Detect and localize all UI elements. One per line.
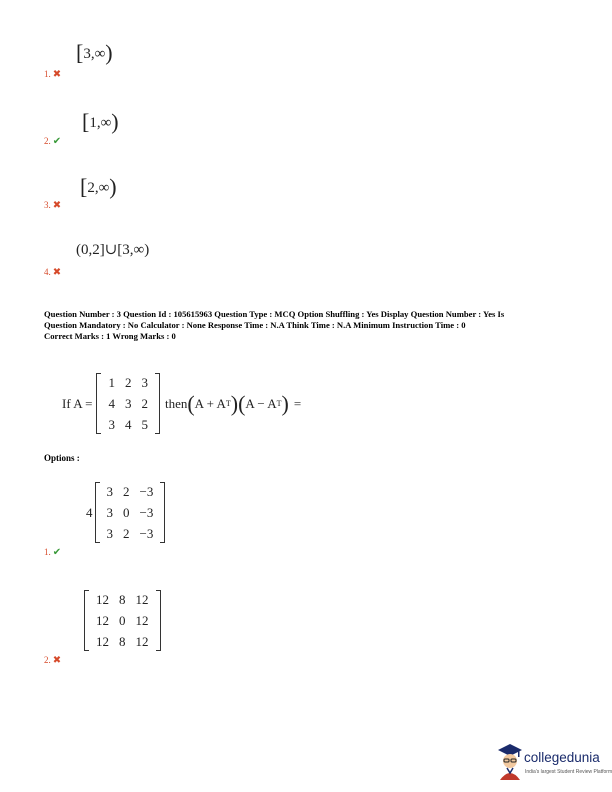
- question-expression: If A = 1 2 3 4 3 2 3 4 5 then ( A + A T ) ( A − A T ) =: [62, 372, 301, 435]
- option-1-expression: [3,∞): [76, 40, 113, 65]
- option-b2-matrix: 12 8 12 12 0 12 12 8 12: [84, 589, 161, 652]
- question-equals: =: [293, 395, 302, 411]
- option-4-expression: (0,2]∪[3,∞): [76, 242, 150, 258]
- collegedunia-logo: [496, 742, 612, 782]
- option-4-label: 4. ✖: [44, 267, 62, 278]
- option-b1-matrix: 3 2 −3 3 0 −3 3 2 −3: [95, 481, 166, 544]
- wrong-icon: ✖: [52, 69, 62, 80]
- option-b1-label: 1. ✔: [44, 547, 62, 558]
- question-prefix: If A =: [62, 395, 93, 411]
- question-then: then: [164, 395, 188, 411]
- option-b2-expression: [84, 589, 161, 652]
- wrong-icon: ✖: [52, 267, 62, 278]
- logo-tagline: India's largest Student Review Platform: [525, 769, 612, 775]
- option-2-expression: [1,∞): [82, 109, 119, 134]
- check-icon: ✔: [52, 136, 62, 147]
- question-expr-1: A + A: [194, 395, 226, 411]
- option-3-expression: [2,∞): [80, 174, 117, 199]
- question-metadata: [44, 309, 574, 342]
- check-icon: ✔: [52, 547, 62, 558]
- option-1-label: 1. ✖: [44, 69, 62, 80]
- options-label: Options :: [44, 453, 80, 463]
- wrong-icon: ✖: [52, 200, 62, 211]
- metadata-line-3: Correct Marks : 1 Wrong Marks : 0: [44, 331, 176, 341]
- logo-name: collegedunia: [524, 750, 600, 765]
- option-b1-expression: [86, 481, 165, 544]
- question-expr-2: A − A: [245, 395, 277, 411]
- metadata-line-1: Question Number : 3 Question Id : 105615963 Question Type : MCQ Option Shuffling : Yes Display Question Number : Yes Is: [44, 309, 505, 319]
- wrong-icon: ✖: [52, 655, 62, 666]
- matrix-a: 1 2 3 4 3 2 3 4 5: [96, 372, 160, 435]
- option-2-label: 2. ✔: [44, 136, 62, 147]
- metadata-line-2: Question Mandatory : No Calculator : None Response Time : N.A Think Time : N.A Minimum Instruction Time : 0: [44, 320, 466, 330]
- option-b1-scalar: 4: [86, 504, 93, 520]
- option-b2-label: 2. ✖: [44, 655, 62, 666]
- option-3-label: 3. ✖: [44, 200, 62, 211]
- graduate-icon: [496, 742, 524, 780]
